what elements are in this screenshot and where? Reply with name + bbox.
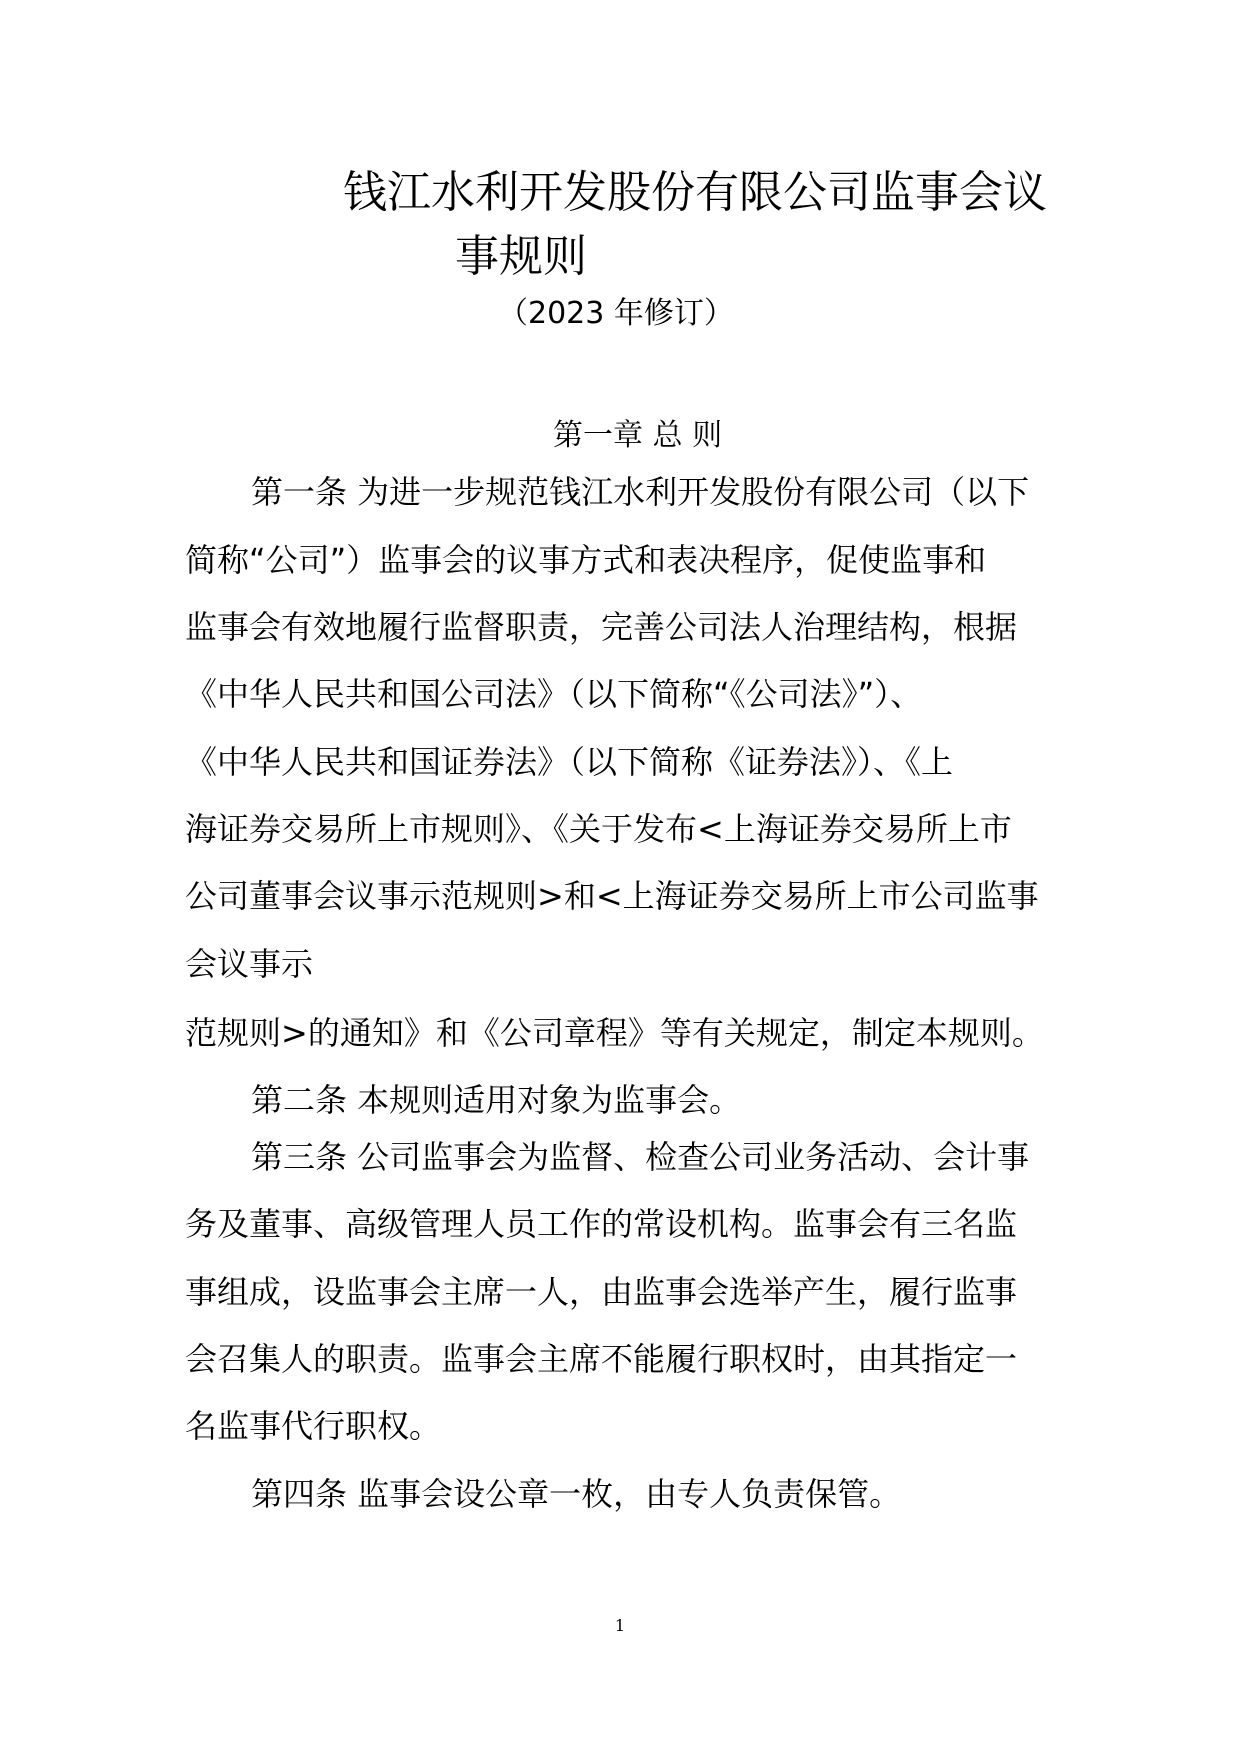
article-1-line-6: 海证券交易所上市规则》、《关于发布<上海证券交易所上市: [185, 810, 1012, 848]
document-subtitle: （2023 年修订）: [498, 296, 734, 331]
article-1-line-7: 公司董事会议事示范规则>和<上海证券交易所上市公司监事: [185, 877, 1039, 915]
document-title-line-1: 钱江水利开发股份有限公司监事会议: [343, 167, 1047, 218]
article-3-line-5: 名监事代行职权。: [185, 1407, 442, 1445]
article-2: 第二条 本规则适用对象为监事会。: [251, 1081, 742, 1119]
chapter-heading: 第一章 总 则: [553, 418, 723, 453]
article-1-line-1: 第一条 为进一步规范钱江水利开发股份有限公司（以下: [251, 473, 1030, 511]
article-1-line-2: 简称“公司”）监事会的议事方式和表决程序，促使监事和: [185, 541, 987, 579]
page-number: 1: [614, 1616, 626, 1635]
article-3-line-4: 会召集人的职责。监事会主席不能履行职权时，由其指定一: [185, 1340, 1018, 1378]
article-3-line-3: 事组成，设监事会主席一人，由监事会选举产生，履行监事: [185, 1273, 1018, 1311]
article-1-line-5: 《中华人民共和国证券法》（以下简称《证券法》）、《上: [185, 743, 954, 781]
article-3-line-2: 务及董事、高级管理人员工作的常设机构。监事会有三名监: [185, 1205, 1018, 1243]
article-3-line-1: 第三条 公司监事会为监督、检查公司业务活动、会计事: [251, 1138, 1030, 1176]
article-4: 第四条 监事会设公章一枚，由专人负责保管。: [251, 1475, 902, 1513]
article-1-line-8: 会议事示: [185, 945, 314, 983]
article-1-line-4: 《中华人民共和国公司法》（以下简称“《公司法》”）、: [185, 675, 923, 713]
article-1-line-9: 范规则>的通知》和《公司章程》等有关规定，制定本规则。: [185, 1014, 1044, 1052]
document-title-line-2: 事规则: [455, 231, 587, 282]
article-1-line-3: 监事会有效地履行监督职责，完善公司法人治理结构，根据: [185, 608, 1018, 646]
